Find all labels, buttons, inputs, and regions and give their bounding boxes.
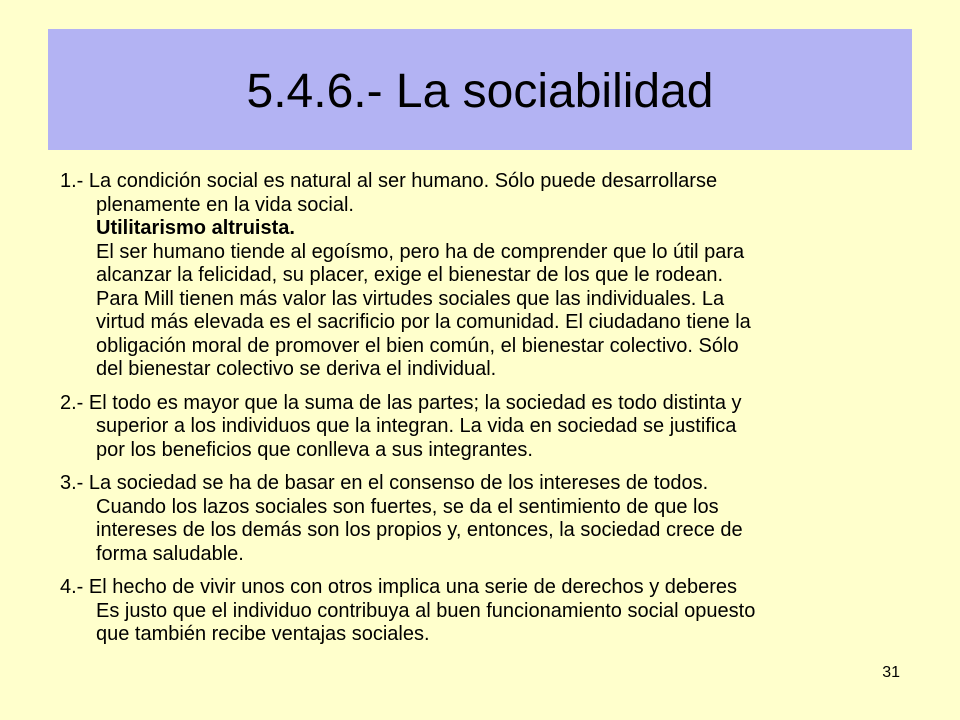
list-item-number: 1.- <box>60 170 89 192</box>
list-item-line: superior a los individuos que la integran. La vida en sociedad se justifica <box>96 415 737 437</box>
list-item-line: Cuando los lazos sociales son fuertes, se da el sentimiento de que los <box>96 495 719 518</box>
list-item-2 <box>60 392 905 463</box>
title-banner <box>48 29 912 150</box>
list-item-line: El ser humano tiende al egoísmo, pero ha de comprender que lo útil para <box>96 240 745 263</box>
slide-body <box>60 170 905 657</box>
list-item-4 <box>60 576 905 647</box>
list-item-line: 1.- La condición social es natural al ser humano. Sólo puede desarrollarse <box>60 170 718 192</box>
list-item-3 <box>60 472 905 566</box>
list-item-line: virtud más elevada es el sacrificio por la comunidad. El ciudadano tiene la <box>96 311 751 333</box>
list-item-subheading: Utilitarismo altruista. <box>96 217 295 239</box>
list-item-line: que también recibe ventajas sociales. <box>96 623 430 645</box>
list-item-line: forma saludable. <box>96 542 244 565</box>
list-item-number: 4.- <box>60 576 89 598</box>
list-item-line: obligación moral de promover el bien común, el bienestar colectivo. Sólo <box>96 334 739 357</box>
list-item-line: plenamente en la vida social. <box>96 193 354 216</box>
list-item-line: por los beneficios que conlleva a sus integrantes. <box>96 438 533 461</box>
list-item-number: 3.- <box>60 472 89 494</box>
list-item-line: 3.- La sociedad se ha de basar en el consenso de los intereses de todos. <box>60 472 709 494</box>
slide-number: 31 <box>882 664 900 681</box>
list-item-line: 4.- El hecho de vivir unos con otros implica una serie de derechos y deberes <box>60 576 738 598</box>
list-item-line: intereses de los demás son los propios y, entonces, la sociedad crece de <box>96 519 743 541</box>
list-item-line: alcanzar la felicidad, su placer, exige el bienestar de los que le rodean. <box>96 264 724 286</box>
list-item-line: Es justo que el individuo contribuya al buen funcionamiento social opuesto <box>96 599 756 622</box>
slide-title: 5.4.6.- La sociabilidad <box>246 64 714 118</box>
list-item-line: del bienestar colectivo se deriva el individual. <box>96 358 497 380</box>
list-item-number: 2.- <box>60 391 89 414</box>
list-item-line: Para Mill tienen más valor las virtudes sociales que las individuales. La <box>96 287 725 310</box>
list-item-1 <box>60 170 905 382</box>
list-item-line: 2.- El todo es mayor que la suma de las partes; la sociedad es todo distinta y <box>60 391 742 414</box>
